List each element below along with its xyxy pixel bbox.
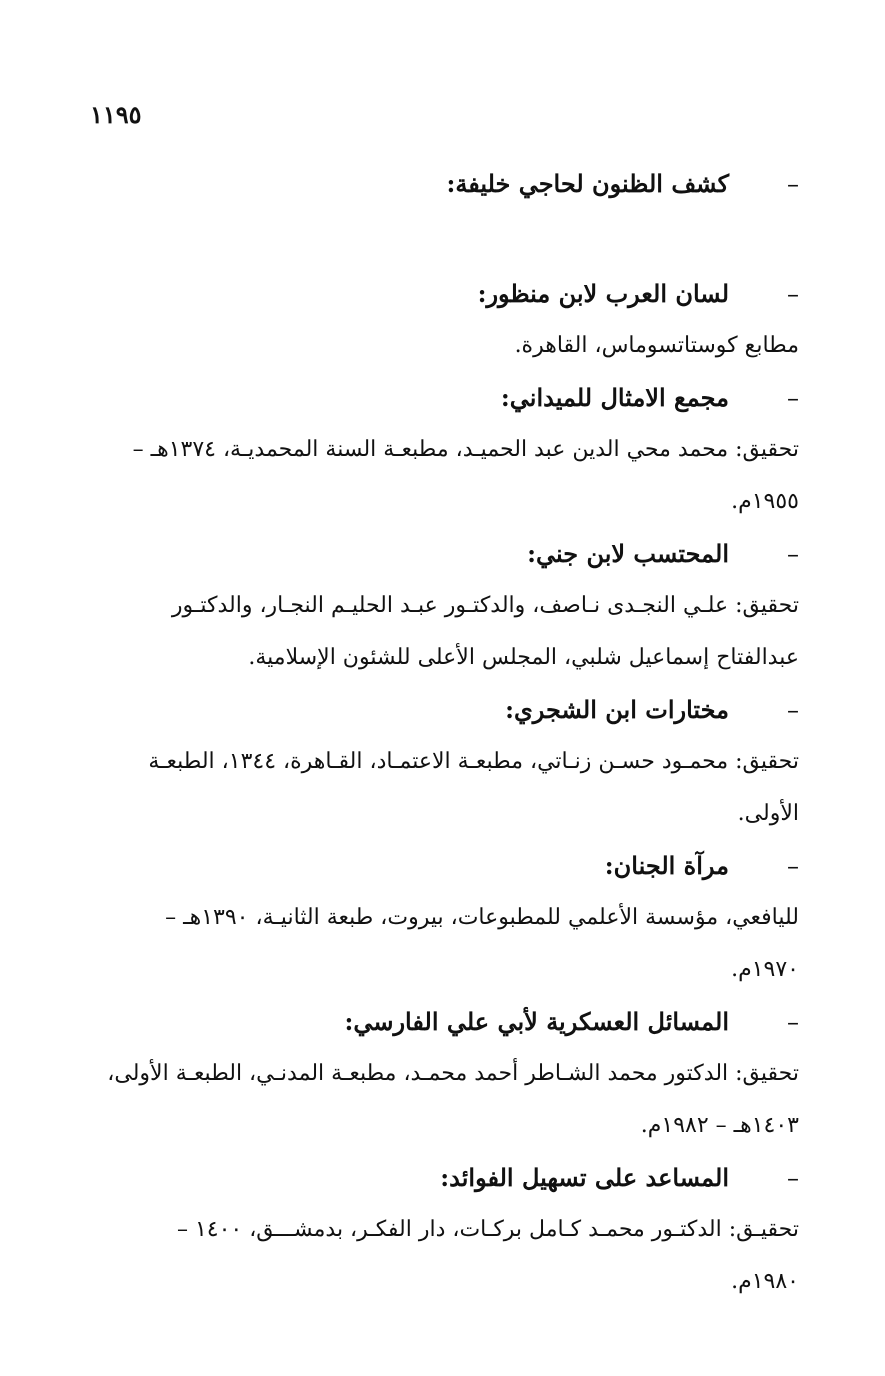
- entry-dash: –: [787, 170, 799, 198]
- bibliography-entry-3: [88, 372, 799, 528]
- entry-title-line: [88, 684, 799, 736]
- bibliography-entry-7: [88, 996, 799, 1152]
- bibliography-entry-2: [88, 268, 799, 372]
- entry-detail: ١٤٠٣هـ – ١٩٨٢م.: [640, 1113, 799, 1138]
- entry-detail: ١٩٨٠م.: [731, 1269, 799, 1294]
- entry-detail: مطابع كوستاتسوماس، القاهرة.: [514, 333, 799, 358]
- entry-title-line: [88, 528, 799, 580]
- entry-title: مرآة الجنان:: [604, 851, 729, 880]
- entry-title-line: [88, 840, 799, 892]
- entry-detail: تحقيق: علـي النجـدى نـاصف، والدكتـور عبـد الحليـم النجـار، والدكتـور: [171, 593, 799, 618]
- entry-title-line: [88, 158, 799, 210]
- entry-title: المسائل العسكرية لأبي علي الفارسي:: [344, 1007, 729, 1036]
- entry-detail: تحقيق: الدكتور محمد الشـاطر أحمد محمـد، مطبعـة المدنـي، الطبعـة الأولى،: [107, 1061, 799, 1086]
- bibliography-list: [88, 158, 799, 1308]
- bibliography-entry-4: [88, 528, 799, 684]
- entry-title: كشف الظنون لحاجي خليفة:: [446, 169, 729, 198]
- entry-detail: تحقيق: محمـود حسـن زنـاتي، مطبعـة الاعتمـاد، القـاهرة، ١٣٤٤، الطبعـة: [148, 749, 799, 774]
- page-number: ١١٩٥: [90, 100, 142, 129]
- entry-dash: –: [787, 852, 799, 880]
- entry-title: المحتسب لابن جني:: [527, 539, 729, 568]
- entry-dash: –: [787, 696, 799, 724]
- entry-detail: تحقيق: محمد محي الدين عبد الحميـد، مطبعـة السنة المحمديـة، ١٣٧٤هـ –: [132, 437, 799, 462]
- entry-detail: لليافعي، مؤسسة الأعلمي للمطبوعات، بيروت، طبعة الثانيـة، ١٣٩٠هـ –: [165, 905, 799, 930]
- bibliography-entry-8: [88, 1152, 799, 1308]
- entry-detail: الأولى.: [737, 801, 799, 826]
- entry-dash: –: [787, 280, 799, 308]
- entry-dash: –: [787, 1164, 799, 1192]
- entry-detail: تحقيـق: الدكتـور محمـد كـامل بركـات، دار الفكـر، بدمشـــق، ١٤٠٠ –: [176, 1217, 799, 1242]
- entry-title: مجمع الامثال للميداني:: [500, 383, 729, 412]
- entry-title-line: [88, 372, 799, 424]
- entry-dash: –: [787, 540, 799, 568]
- entry-detail: ١٩٥٥م.: [731, 489, 799, 514]
- entry-title-line: [88, 268, 799, 320]
- entry-title: لسان العرب لابن منظور:: [477, 279, 729, 308]
- bibliography-entry-1: [88, 158, 799, 210]
- entry-dash: –: [787, 384, 799, 412]
- entry-detail: ١٩٧٠م.: [731, 957, 799, 982]
- entry-title: مختارات ابن الشجري:: [505, 695, 729, 724]
- entry-title: المساعد على تسهيل الفوائد:: [440, 1163, 729, 1192]
- entry-detail: عبدالفتاح إسماعيل شلبي، المجلس الأعلى للشئون الإسلامية.: [248, 645, 799, 670]
- entry-dash: –: [787, 1008, 799, 1036]
- bibliography-entry-6: [88, 840, 799, 996]
- entry-title-line: [88, 996, 799, 1048]
- entry-title-line: [88, 1152, 799, 1204]
- bibliography-entry-5: [88, 684, 799, 840]
